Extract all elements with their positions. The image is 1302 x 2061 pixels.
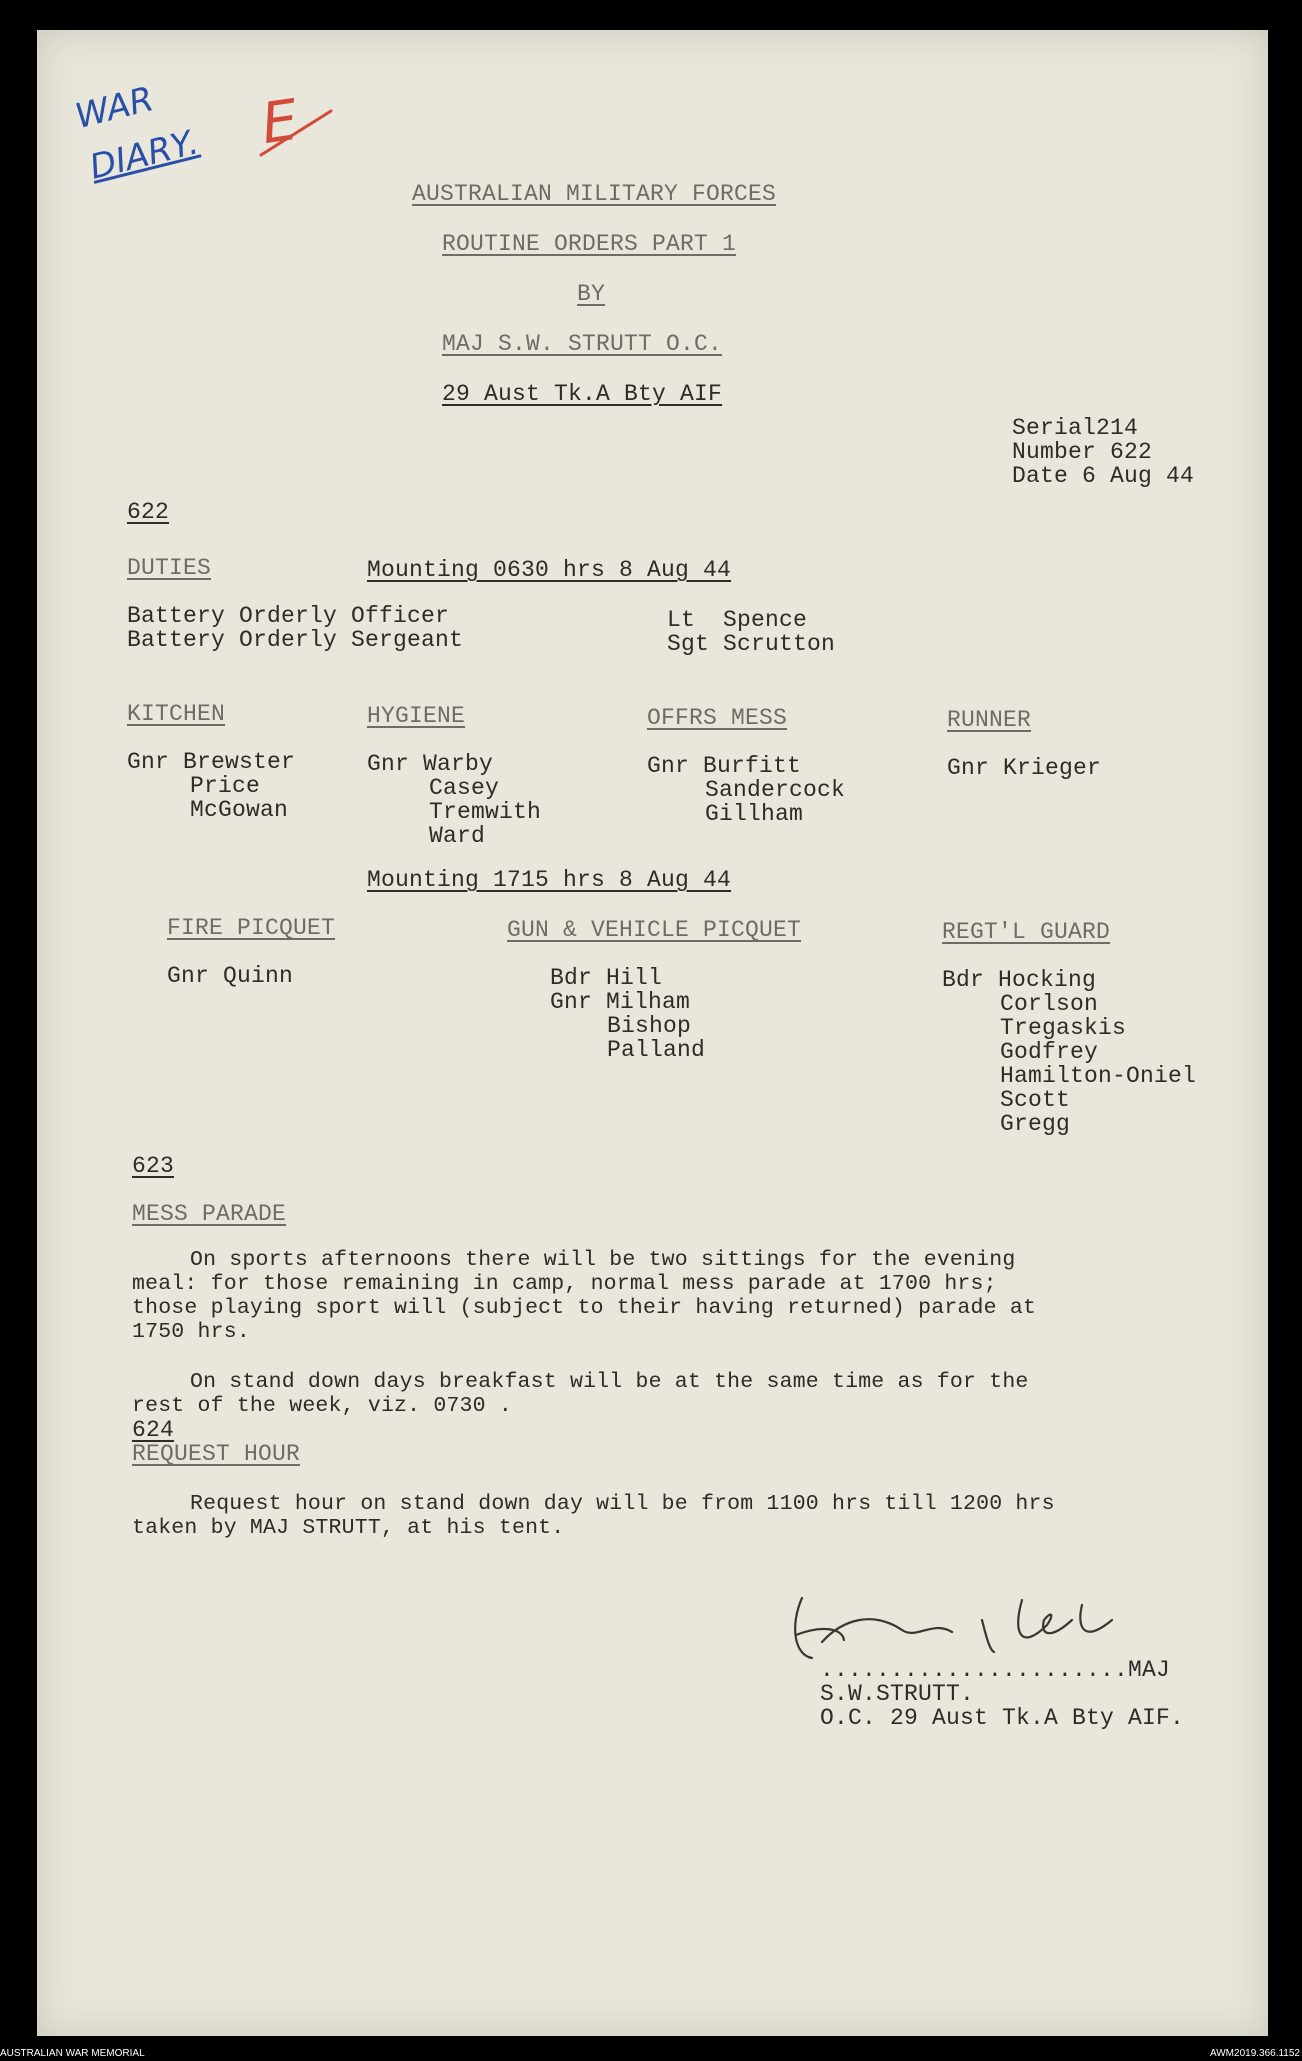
- offrs-mess-heading: OFFRS MESS: [647, 705, 788, 731]
- mess-parade-text: On stand down days breakfast will be at the same time as for the: [190, 1370, 1029, 1394]
- request-hour-text: taken by MAJ STRUTT, at his tent.: [132, 1516, 565, 1540]
- gun-vehicle-name: Palland: [607, 1037, 706, 1063]
- hygiene-name: Casey: [429, 775, 500, 801]
- gun-vehicle-name: Bishop: [607, 1013, 692, 1039]
- runner-name: Gnr Krieger: [947, 755, 1102, 781]
- handwritten-mark: E: [257, 87, 302, 158]
- header-line-2: ROUTINE ORDERS PART 1: [442, 231, 737, 257]
- request-hour-heading: REQUEST HOUR: [132, 1441, 301, 1467]
- mess-parade-text: 1750 hrs.: [132, 1320, 250, 1344]
- kitchen-name: McGowan: [190, 797, 289, 823]
- header-line-1: AUSTRALIAN MILITARY FORCES: [412, 181, 777, 207]
- header-line-4: MAJ S.W. STRUTT O.C.: [442, 331, 723, 357]
- regtl-guard-heading: REGT'L GUARD: [942, 919, 1111, 945]
- handwritten-diary: DIARY.: [85, 122, 203, 188]
- regtl-guard-name: Gregg: [1000, 1111, 1071, 1137]
- mess-parade-text: meal: for those remaining in camp, normal mess parade at 1700 hrs;: [132, 1272, 997, 1296]
- mounting-heading-2: Mounting 1715 hrs 8 Aug 44: [367, 867, 732, 893]
- signature-title: O.C. 29 Aust Tk.A Bty AIF.: [820, 1705, 1185, 1731]
- request-hour-text: Request hour on stand down day will be from 1100 hrs till 1200 hrs: [190, 1492, 1055, 1516]
- header-line-5: 29 Aust Tk.A Bty AIF: [442, 381, 723, 407]
- offrs-mess-name: Gnr Burfitt: [647, 753, 802, 779]
- regtl-guard-name: Hamilton-Oniel: [1000, 1063, 1197, 1089]
- mess-parade-text: those playing sport will (subject to their having returned) parade at: [132, 1296, 1037, 1320]
- mess-parade-heading: MESS PARADE: [132, 1201, 287, 1227]
- regtl-guard-name: Scott: [1000, 1087, 1071, 1113]
- regtl-guard-name: Bdr Hocking: [942, 967, 1097, 993]
- gun-vehicle-name: Bdr Hill: [550, 965, 663, 991]
- regtl-guard-name: Godfrey: [1000, 1039, 1099, 1065]
- hygiene-name: Ward: [429, 823, 486, 849]
- hygiene-name: Gnr Warby: [367, 751, 494, 777]
- duty-role-officer: Battery Orderly Officer: [127, 603, 450, 629]
- signature-name: S.W.STRUTT.: [820, 1681, 975, 1707]
- serial-date: Date 6 Aug 44: [1012, 463, 1195, 489]
- duty-role-sergeant: Battery Orderly Sergeant: [127, 627, 464, 653]
- handwritten-war: WAR: [71, 79, 158, 137]
- duties-heading: DUTIES: [127, 555, 212, 581]
- fire-picquet-name: Gnr Quinn: [167, 963, 294, 989]
- document-page: [37, 30, 1268, 2036]
- kitchen-heading: KITCHEN: [127, 701, 226, 727]
- gun-vehicle-name: Gnr Milham: [550, 989, 691, 1015]
- footer-left: AUSTRALIAN WAR MEMORIAL: [0, 2048, 145, 2059]
- regtl-guard-name: Corlson: [1000, 991, 1099, 1017]
- mess-parade-text: On sports afternoons there will be two sittings for the evening: [190, 1248, 1016, 1272]
- order-number-622: 622: [127, 499, 170, 525]
- kitchen-name: Gnr Brewster: [127, 749, 296, 775]
- serial-text: Serial214: [1012, 415, 1139, 441]
- kitchen-name: Price: [190, 773, 261, 799]
- order-number-623: 623: [132, 1153, 175, 1179]
- hygiene-heading: HYGIENE: [367, 703, 466, 729]
- order-number-624: 624: [132, 1417, 175, 1443]
- runner-heading: RUNNER: [947, 707, 1032, 733]
- serial-number: Number 622: [1012, 439, 1153, 465]
- gun-vehicle-picquet-heading: GUN & VEHICLE PICQUET: [507, 917, 802, 943]
- offrs-mess-name: Sandercock: [705, 777, 846, 803]
- offrs-mess-name: Gillham: [705, 801, 804, 827]
- mess-parade-text: rest of the week, viz. 0730 .: [132, 1394, 512, 1418]
- duty-name-officer: Lt Spence: [667, 607, 808, 633]
- red-pen-stroke: [257, 105, 337, 165]
- header-line-3: BY: [577, 281, 606, 307]
- hygiene-name: Tremwith: [429, 799, 542, 825]
- regtl-guard-name: Tregaskis: [1000, 1015, 1127, 1041]
- footer-right: AWM2019.366.1152: [1209, 2048, 1300, 2059]
- fire-picquet-heading: FIRE PICQUET: [167, 915, 336, 941]
- duty-name-sergeant: Sgt Scrutton: [667, 631, 836, 657]
- signature-dots: ......................MAJ: [820, 1657, 1171, 1683]
- mounting-heading-1: Mounting 0630 hrs 8 Aug 44: [367, 557, 732, 583]
